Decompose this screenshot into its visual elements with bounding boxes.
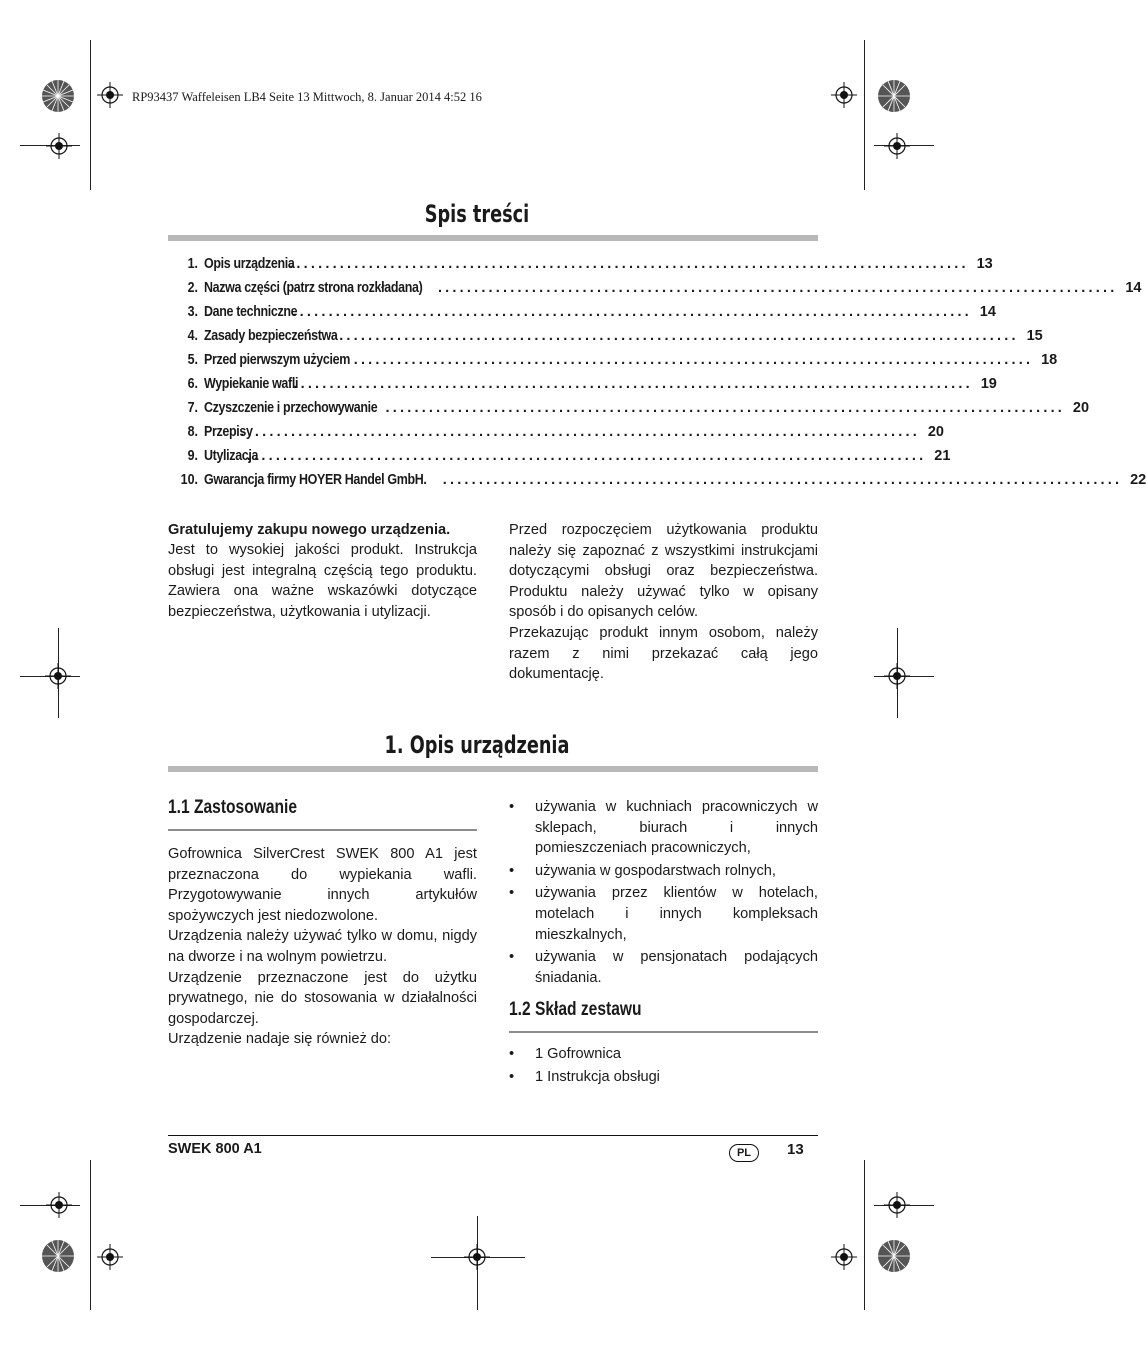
toc-item-page: 14	[1125, 280, 1142, 296]
list-item	[509, 797, 818, 859]
list-item-text: używania przez klientów w hotelach, motelach i innych kompleksach mieszkalnych,	[535, 885, 818, 943]
intro-lead: Gratulujemy zakupu nowego urządzenia.	[168, 522, 451, 538]
toc-item-title: Przepisy	[204, 424, 253, 440]
registration-target-icon	[831, 1244, 857, 1270]
toc-item-number: 10.	[180, 472, 198, 488]
subsection-rule	[168, 829, 477, 831]
bullet: •	[509, 1068, 515, 1085]
toc-leader-dots: ..............................................................................................	[353, 352, 1034, 368]
registration-star-icon	[41, 79, 75, 113]
usage-left-column	[168, 844, 477, 1050]
registration-star-icon	[877, 79, 911, 113]
toc-item-number: 4.	[187, 328, 198, 344]
toc-item-title: Czyszczenie i przechowywanie	[204, 400, 378, 416]
list-item-text: 1 Gofrownica	[535, 1046, 621, 1062]
toc-item-number: 7.	[187, 400, 198, 416]
toc-item[interactable]	[168, 424, 944, 446]
toc-item-number: 8.	[187, 424, 198, 440]
bullet: •	[509, 799, 515, 815]
registration-target-icon	[831, 82, 857, 108]
toc-item-number: 6.	[187, 376, 198, 392]
toc-item-title: Gwarancja firmy HOYER Handel GmbH.	[204, 472, 427, 488]
toc-leader-dots: ..............................................................................................	[339, 328, 1019, 344]
toc-item[interactable]	[168, 328, 1043, 350]
toc-item-title: Przed pierwszym użyciem	[204, 352, 350, 368]
intro-paragraph: Przekazując produkt innym osobom, należy razem z nimi przekazać całą jego dokumentację.	[509, 624, 818, 683]
list-item	[509, 883, 818, 945]
crop-mark	[864, 1160, 865, 1310]
contents-column	[509, 1044, 818, 1087]
registration-target-icon	[97, 1244, 123, 1270]
toc-item-title: Utylizacja	[204, 448, 259, 464]
toc-item-number: 3.	[187, 304, 198, 320]
usage-paragraph: Urządzenie przeznaczone jest do użytku prywatnego, nie do stosowania w działalności gospodarczej.	[168, 969, 477, 1027]
crop-mark	[90, 1160, 91, 1310]
toc-item-number: 2.	[187, 280, 198, 296]
usage-paragraph: Urządzenie nadaje się również do:	[168, 1031, 392, 1048]
toc-item-number: 5.	[187, 352, 198, 368]
subsection-rule	[509, 1031, 818, 1033]
toc-item[interactable]	[168, 472, 1146, 494]
toc-item[interactable]	[168, 352, 1058, 374]
usage-paragraph: Gofrownica SilverCrest SWEK 800 A1 jest przeznaczona do wypiekania wafli. Przygotowywanie innych artykułów spożywczych jest niedozwolone.	[168, 846, 477, 924]
registration-star-icon	[41, 1239, 75, 1273]
toc-item-title: Zasady bezpieczeństwa	[204, 328, 338, 344]
crop-mark	[864, 40, 865, 190]
toc-leader-dots: ..............................................................................................	[442, 472, 1123, 488]
registration-target-icon	[464, 1244, 490, 1270]
registration-target-icon	[97, 82, 123, 108]
crop-mark	[90, 40, 91, 190]
bullet: •	[509, 1046, 515, 1062]
section-title-bar	[168, 766, 818, 772]
toc-title-bar	[168, 235, 818, 241]
toc-item-page: 19	[980, 376, 997, 392]
toc-leader-dots: ..............................................................................................	[240, 424, 920, 440]
bullet: •	[509, 862, 515, 879]
intro-paragraph: Przed rozpoczęciem użytkowania produktu należy się zapoznać z wszystkimi instrukcjami dotyczącymi obsługi oraz bezpieczeństwa. Produktu należy używać tylko w opisany sposób i do opisanych celów.	[509, 522, 818, 621]
toc-item[interactable]	[168, 280, 1142, 302]
toc-item[interactable]	[168, 304, 996, 326]
footer-rule	[168, 1135, 818, 1136]
usage-bullet-list	[509, 797, 818, 988]
bullet: •	[509, 949, 515, 966]
toc-item-number: 9.	[187, 448, 198, 464]
list-item-text: używania w pensjonatach podających śniadania.	[535, 949, 818, 986]
toc-item-page: 14	[979, 304, 996, 320]
toc-item-page: 15	[1026, 328, 1043, 344]
subsection-title: 1.2 Skład zestawu	[509, 999, 642, 1020]
toc-item[interactable]	[168, 376, 997, 398]
registration-target-icon	[46, 133, 72, 159]
intro-right-column	[509, 520, 818, 685]
toc-item-page: 20	[927, 424, 944, 440]
registration-target-icon	[884, 1192, 910, 1218]
registration-target-icon	[45, 663, 71, 689]
intro-left-column	[168, 520, 477, 622]
list-item	[509, 861, 818, 882]
footer-model: SWEK 800 A1	[168, 1141, 262, 1157]
toc-item-number: 1.	[187, 256, 198, 272]
toc-leader-dots: ..............................................................................................	[385, 400, 1066, 416]
toc-item-page: 18	[1041, 352, 1058, 368]
list-item-text: używania w kuchniach pracowniczych w sklepach, biurach i innych pomieszczeniach pracowniczych,	[535, 799, 818, 857]
toc-item-page: 20	[1072, 400, 1090, 416]
print-slug: RP93437 Waffeleisen LB4 Seite 13 Mittwoch, 8. Januar 2014 4:52 16	[132, 90, 482, 104]
toc-leader-dots: ..............................................................................................	[437, 280, 1118, 296]
registration-target-icon	[884, 133, 910, 159]
contents-bullet-list	[509, 1044, 818, 1087]
toc-item[interactable]	[168, 400, 1090, 422]
registration-star-icon	[877, 1239, 911, 1273]
toc-leader-dots: ..............................................................................................	[293, 376, 973, 392]
subsection-title: 1.1 Zastosowanie	[168, 797, 298, 818]
list-item	[509, 1067, 818, 1088]
toc-item[interactable]	[168, 448, 951, 470]
bullet: •	[509, 885, 515, 902]
section-title: 1. Opis urządzenia	[384, 731, 570, 759]
list-item-text: 1 Instrukcja obsługi	[535, 1068, 660, 1085]
toc-leader-dots: ..............................................................................................	[292, 304, 972, 320]
toc-item-title: Dane techniczne	[204, 304, 298, 320]
toc-item-title: Nazwa części (patrz strona rozkładana)	[204, 280, 423, 296]
toc-leader-dots: ..............................................................................................	[246, 448, 927, 464]
toc-item[interactable]	[168, 256, 993, 278]
registration-target-icon	[884, 663, 910, 689]
toc-item-title: Opis urządzenia	[204, 256, 295, 272]
toc-item-page: 22	[1130, 472, 1146, 488]
registration-target-icon	[46, 1192, 72, 1218]
usage-paragraph: Urządzenia należy używać tylko w domu, nigdy na dworze i na wolnym powietrzu.	[168, 928, 477, 965]
toc-leader-dots: ..............................................................................................	[289, 256, 969, 272]
usage-right-column	[509, 797, 818, 988]
toc-title: Spis treści	[424, 200, 530, 228]
toc-item-title: Wypiekanie wafli	[204, 376, 299, 392]
toc-item-page: 21	[934, 448, 951, 464]
intro-paragraph: Jest to wysokiej jakości produkt. Instrukcja obsługi jest integralną częścią tego produktu. Zawiera ona ważne wskazówki dotyczące bezpieczeństwa, użytkowania i utylizacji.	[168, 542, 477, 620]
list-item	[509, 1044, 818, 1065]
toc-item-page: 13	[976, 256, 993, 272]
list-item	[509, 947, 818, 988]
page-number: 13	[787, 1141, 804, 1158]
list-item-text: używania w gospodarstwach rolnych,	[535, 862, 776, 879]
language-badge: PL	[729, 1144, 759, 1162]
